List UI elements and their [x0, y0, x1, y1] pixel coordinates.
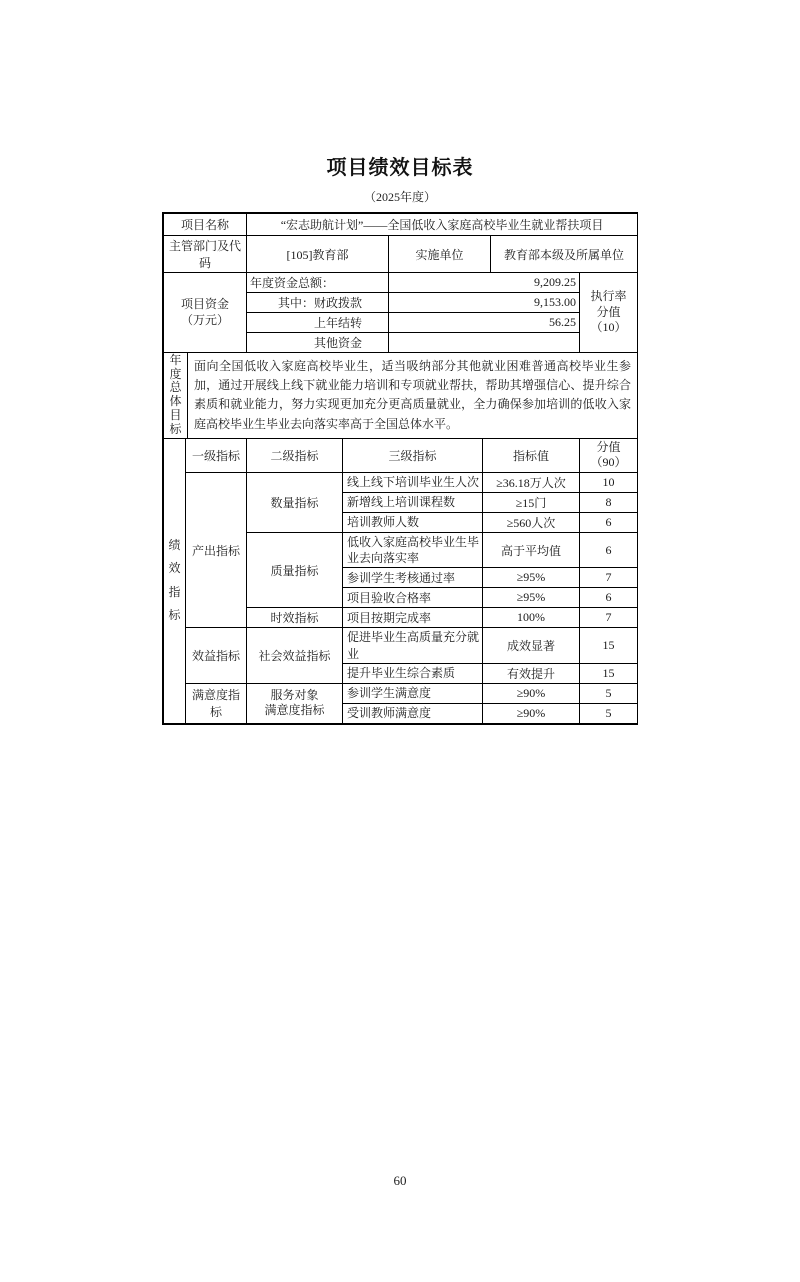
indicator-row	[164, 472, 638, 492]
indicator-name: 促进毕业生高质量充分就业	[343, 628, 483, 663]
annual-goal-table	[163, 352, 638, 439]
indicator-value: 100%	[483, 608, 580, 628]
header-score	[580, 438, 638, 472]
level1-output: 产出指标	[186, 472, 247, 627]
level2-timeliness: 时效指标	[247, 608, 343, 628]
indicator-score: 6	[580, 532, 638, 567]
indicator-name: 参训学生考核通过率	[343, 568, 483, 588]
indicators-section-label-cell	[164, 438, 186, 723]
level2-service-target	[247, 683, 343, 723]
table-row	[164, 353, 638, 439]
level1-benefit: 效益指标	[186, 628, 247, 683]
funding-label-line2: （万元）	[180, 312, 229, 327]
execution-rate-line1: 执行率	[590, 289, 627, 304]
header-score-line1: 分值	[596, 439, 621, 454]
dept-label: 主管部门及代码	[164, 236, 247, 273]
indicators-section-label: 绩效指标	[168, 537, 181, 623]
indicator-value: ≥90%	[483, 703, 580, 723]
table-row	[164, 214, 638, 236]
indicator-score: 7	[580, 608, 638, 628]
funding-row-label: 年度资金总额：	[247, 273, 389, 293]
indicator-name: 新增线上培训课程数	[343, 492, 483, 512]
page-subtitle: （2025年度）	[363, 190, 436, 204]
indicator-value: 成效显著	[483, 628, 580, 663]
impl-unit-label: 实施单位	[389, 236, 491, 273]
project-name-label: 项目名称	[164, 214, 247, 236]
indicator-score: 7	[580, 568, 638, 588]
impl-unit-value: 教育部本级及所属单位	[491, 236, 638, 273]
level2-social: 社会效益指标	[247, 628, 343, 683]
indicator-value: ≥95%	[483, 588, 580, 608]
annual-goal-text: 面向全国低收入家庭高校毕业生，适当吸纳部分其他就业困难普通高校毕业生参加，通过开展线上线下就业能力培训和专项就业帮扶，帮助其增强信心、提升综合素质和就业能力，努力实现更加充分更高质量就业，全力确保参加培训的低收入家庭高校毕业生毕业去向落实率高于全国总体水平。	[188, 353, 638, 439]
indicator-name: 受训教师满意度	[343, 703, 483, 723]
indicator-row	[164, 628, 638, 663]
execution-rate-score-label	[580, 273, 638, 353]
dept-value: [105]教育部	[247, 236, 389, 273]
indicator-name: 参训学生满意度	[343, 683, 483, 703]
level2-quantity: 数量指标	[247, 472, 343, 532]
page-title: 项目绩效目标表	[326, 157, 474, 179]
header-score-line2: （90）	[590, 455, 627, 470]
indicator-value: 有效提升	[483, 663, 580, 683]
indicator-value: ≥95%	[483, 568, 580, 588]
funding-row-value	[389, 333, 580, 353]
funding-row-label: 上年结转	[247, 313, 389, 333]
level1-satisfaction: 满意度指标	[186, 683, 247, 723]
indicator-name: 项目验收合格率	[343, 588, 483, 608]
funding-row-value: 9,209.25	[389, 273, 580, 293]
indicator-value: 高于平均值	[483, 532, 580, 567]
indicator-value: ≥560人次	[483, 512, 580, 532]
indicator-row	[164, 683, 638, 703]
indicators-header-row	[164, 438, 638, 472]
header-level3: 三级指标	[343, 438, 483, 472]
project-info-table	[163, 213, 638, 353]
indicator-name: 低收入家庭高校毕业生毕业去向落实率	[343, 532, 483, 567]
funding-row-label: 其他资金	[247, 333, 389, 353]
page-number: 60	[393, 1173, 407, 1188]
indicator-score: 15	[580, 628, 638, 663]
header-level1: 一级指标	[186, 438, 247, 472]
indicator-value: ≥15门	[483, 492, 580, 512]
execution-rate-line2: 分值（10）	[590, 304, 627, 335]
project-name-value: “宏志助航计划”——全国低收入家庭高校毕业生就业帮扶项目	[247, 214, 638, 236]
indicator-name: 培训教师人数	[343, 512, 483, 532]
indicator-score: 6	[580, 588, 638, 608]
funding-label-line1: 项目资金	[180, 296, 229, 311]
header-level2: 二级指标	[247, 438, 343, 472]
level2-service-line2: 满意度指标	[264, 703, 325, 718]
indicator-value: ≥90%	[483, 683, 580, 703]
indicator-name: 项目按期完成率	[343, 608, 483, 628]
indicator-score: 10	[580, 472, 638, 492]
funding-row-label: 其中：财政拨款	[247, 293, 389, 313]
indicators-table	[163, 438, 638, 724]
indicator-name: 提升毕业生综合素质	[343, 663, 483, 683]
annual-goal-label-cell	[164, 353, 188, 439]
table-row	[164, 273, 638, 293]
level2-service-line1: 服务对象	[270, 687, 319, 702]
indicator-name: 线上线下培训毕业生人次	[343, 472, 483, 492]
header-value: 指标值	[483, 438, 580, 472]
table-row	[164, 236, 638, 273]
level2-quality: 质量指标	[247, 532, 343, 607]
annual-goal-label: 年度总体目标	[169, 352, 182, 437]
indicator-score: 5	[580, 703, 638, 723]
indicator-score: 6	[580, 512, 638, 532]
indicator-score: 5	[580, 683, 638, 703]
funding-row-value: 56.25	[389, 313, 580, 333]
funding-section-label	[164, 273, 247, 353]
indicator-score: 8	[580, 492, 638, 512]
performance-target-table	[162, 212, 638, 725]
indicator-score: 15	[580, 663, 638, 683]
indicator-value: ≥36.18万人次	[483, 472, 580, 492]
funding-row-value: 9,153.00	[389, 293, 580, 313]
